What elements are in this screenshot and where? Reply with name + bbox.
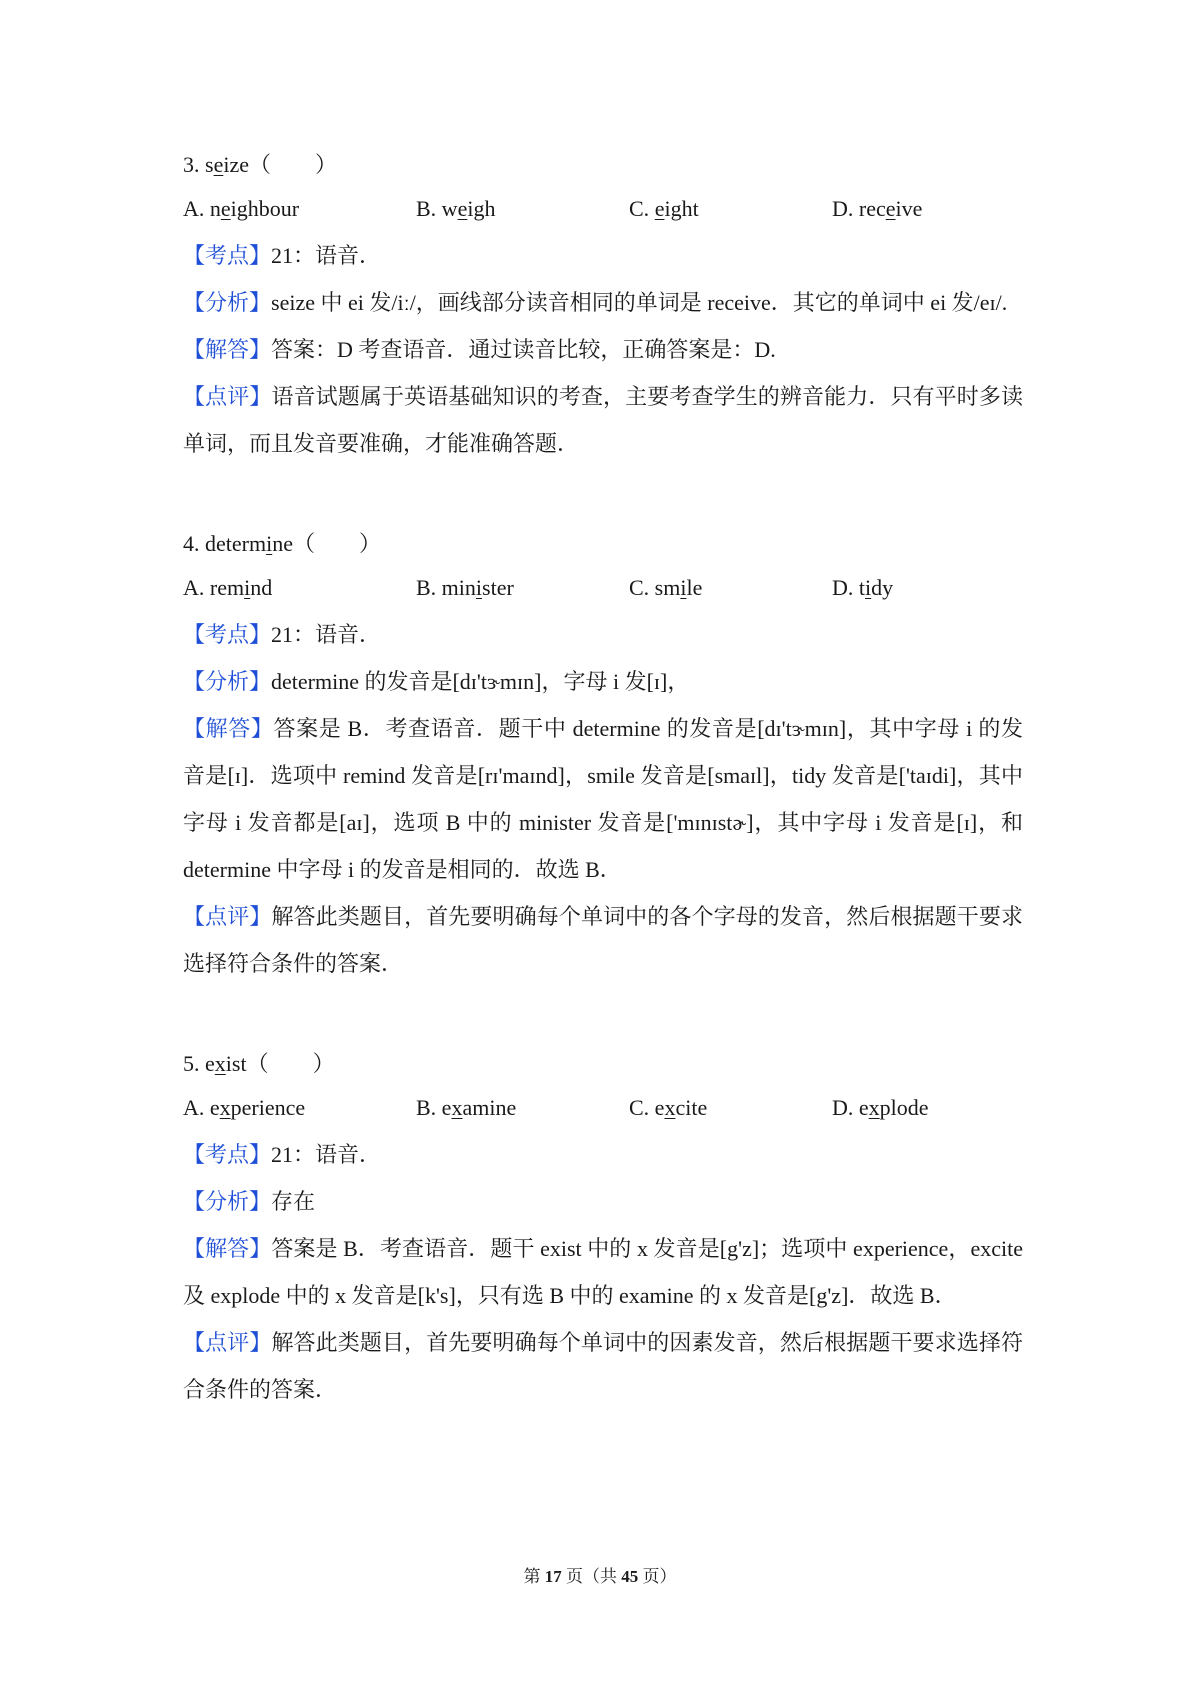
jieda: 【解答】答案：D 考查语音．通过读音比较，正确答案是：D. [183, 337, 776, 362]
question-4 [183, 529, 1023, 987]
option-a: A. neighbour [183, 196, 300, 221]
kaodian: 【考点】21：语音． [183, 622, 382, 647]
option-a: A. experience [183, 1095, 306, 1120]
question-title: 3. seize（ ） [183, 152, 337, 177]
document-page [183, 150, 1023, 1413]
jieda: 【解答】答案是 B．考查语音．题干 exist 中的 x 发音是[g'z]；选项中 experience，excite 及 explode 中的 x 发音是[k's]，只有选 B 中的 examine 的 x 发音是[g'z]．故选 B． [183, 1236, 1023, 1308]
page-footer: 第 17 页（共 45 页） [523, 1567, 677, 1586]
fenxi: 【分析】存在 [183, 1189, 316, 1214]
options-row [183, 1085, 1023, 1131]
question-title: 5. exist（ ） [183, 1051, 335, 1076]
option-d: D. tidy [832, 575, 894, 600]
fenxi: 【分析】determine 的发音是[dɪ'tɝmɪn]，字母 i 发[ɪ]， [183, 669, 690, 694]
underlined-letter: e [213, 152, 224, 177]
dianping: 【点评】解答此类题目，首先要明确每个单词中的因素发音，然后根据题干要求选择符合条件的答案． [183, 1330, 1023, 1402]
option-a: A. remind [183, 575, 273, 600]
options-row [183, 565, 1023, 611]
kaodian: 【考点】21：语音． [183, 243, 382, 268]
question-title: 4. determine（ ） [183, 531, 381, 556]
option-c: C. smile [629, 575, 703, 600]
option-b: B. weigh [416, 196, 496, 221]
page-total: 45 [621, 1567, 639, 1586]
option-b: B. minister [416, 575, 514, 600]
underlined-letter: i [266, 531, 273, 556]
option-d: D. explode [832, 1095, 929, 1120]
dianping: 【点评】语音试题属于英语基础知识的考查，主要考查学生的辨音能力．只有平时多读单词，而且发音要准确，才能准确答题． [183, 384, 1023, 456]
dianping: 【点评】解答此类题目，首先要明确每个单词中的各个字母的发音，然后根据题干要求选择符合条件的答案． [183, 904, 1023, 976]
option-b: B. examine [416, 1095, 517, 1120]
fenxi: 【分析】seize 中 ei 发/iː/，画线部分读音相同的单词是 receive．其它的单词中 ei 发/eɪ/. [183, 290, 1008, 315]
question-3 [183, 150, 1023, 467]
jieda: 【解答】答案是 B．考查语音．题干中 determine 的发音是[dɪ'tɝmɪn]，其中字母 i 的发音是[ɪ]．选项中 remind 发音是[rɪ'maɪnd]，smile 发音是[smaɪl]，tidy 发音是['taɪdi]，其中字母 i 发音都是[aɪ]，选项 B 中的 minister 发音是['mɪnɪstɚ]，其中字母 i 发音是[ɪ]，和 determine 中字母 i 的发音是相同的．故选 B． [183, 716, 1023, 882]
page-number: 17 [544, 1567, 562, 1586]
option-c: C. excite [629, 1095, 708, 1120]
kaodian: 【考点】21：语音． [183, 1142, 382, 1167]
option-c: C. eight [629, 196, 699, 221]
underlined-letter: x [214, 1051, 226, 1076]
options-row [183, 186, 1023, 232]
option-d: D. receive [832, 196, 923, 221]
question-5 [183, 1049, 1023, 1413]
